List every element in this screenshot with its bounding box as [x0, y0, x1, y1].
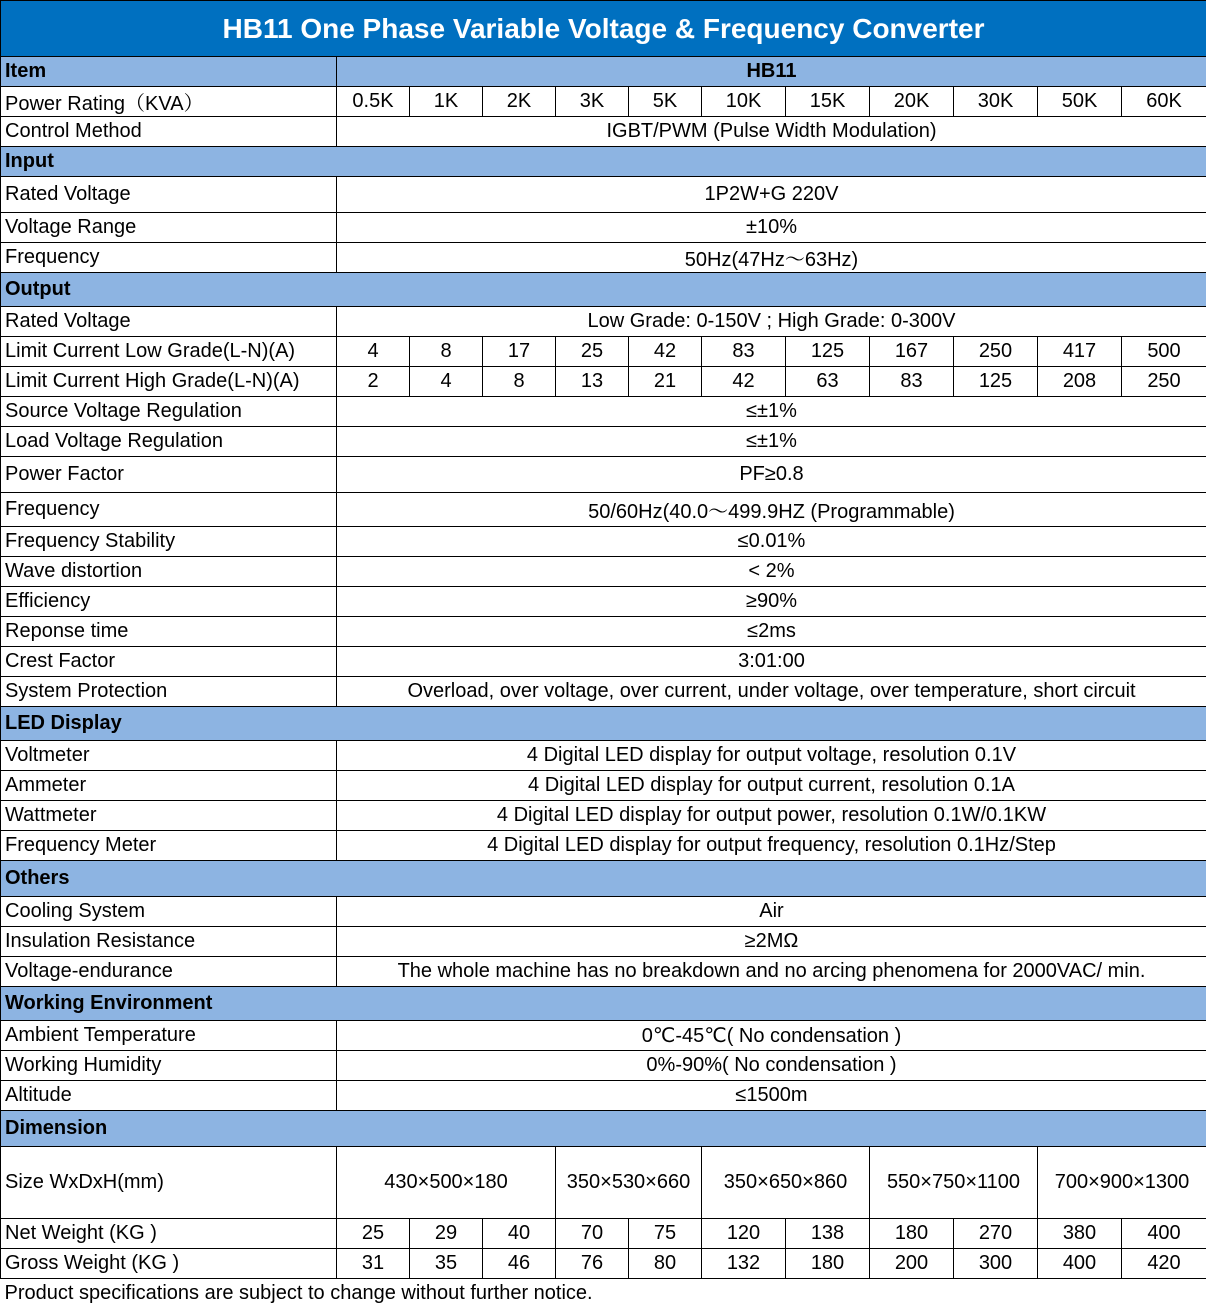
table-row: [1, 557, 1206, 587]
table-row: [1, 213, 1206, 243]
section-dimension: Dimension: [1, 1111, 1206, 1147]
row-label: Source Voltage Regulation: [1, 397, 337, 427]
row-label: Reponse time: [1, 617, 337, 647]
row-value: ≥2MΩ: [337, 927, 1206, 957]
limit-low-cell: 25: [556, 337, 629, 367]
table-row: [1, 527, 1206, 557]
row-label: Wave distortion: [1, 557, 337, 587]
section-led-display: LED Display: [1, 707, 1206, 741]
row-value: < 2%: [337, 557, 1206, 587]
table-row: [1, 1249, 1206, 1279]
row-value: ≤±1%: [337, 427, 1206, 457]
table-row: [1, 677, 1206, 707]
net-weight-cell: 40: [483, 1219, 556, 1249]
limit-low-cell: 4: [337, 337, 410, 367]
gross-weight-cell: 35: [410, 1249, 483, 1279]
row-value: The whole machine has no breakdown and no arcing phenomena for 2000VAC/ min.: [337, 957, 1206, 987]
table-row: [1, 897, 1206, 927]
limit-low-cell: 83: [702, 337, 786, 367]
row-value: ≤2ms: [337, 617, 1206, 647]
table-row: [1, 831, 1206, 861]
table-row: [1, 117, 1206, 147]
limit-low-cell: 125: [786, 337, 870, 367]
table-row: [1, 927, 1206, 957]
limit-low-cell: 17: [483, 337, 556, 367]
row-label: Working Humidity: [1, 1051, 337, 1081]
limit-low-cell: 250: [954, 337, 1038, 367]
table-row: [1, 397, 1206, 427]
table-row: [1, 1147, 1206, 1219]
net-weight-cell: 138: [786, 1219, 870, 1249]
gross-weight-cell: 180: [786, 1249, 870, 1279]
limit-low-cell: 42: [629, 337, 702, 367]
row-label: Rated Voltage: [1, 177, 337, 213]
table-row: [1, 1021, 1206, 1051]
row-label: Frequency: [1, 243, 337, 273]
table-row: [1, 587, 1206, 617]
row-label: Crest Factor: [1, 647, 337, 677]
power-rating-cell: 3K: [556, 87, 629, 117]
net-weight-cell: 270: [954, 1219, 1038, 1249]
size-cell: 550×750×1100: [870, 1147, 1038, 1219]
row-value: 0℃-45℃( No condensation ): [337, 1021, 1206, 1051]
row-label: Net Weight (KG ): [1, 1219, 337, 1249]
table-title: HB11 One Phase Variable Voltage & Frequency Converter: [1, 1, 1206, 57]
row-label: Size WxDxH(mm): [1, 1147, 337, 1219]
limit-high-cell: 208: [1038, 367, 1122, 397]
limit-high-cell: 21: [629, 367, 702, 397]
net-weight-cell: 380: [1038, 1219, 1122, 1249]
table-row: [1, 801, 1206, 831]
row-value: ≤0.01%: [337, 527, 1206, 557]
table-row: [1, 177, 1206, 213]
net-weight-cell: 400: [1122, 1219, 1206, 1249]
row-value: Low Grade: 0-150V ; High Grade: 0-300V: [337, 307, 1206, 337]
gross-weight-cell: 400: [1038, 1249, 1122, 1279]
row-label: Limit Current High Grade(L-N)(A): [1, 367, 337, 397]
row-label: Power Factor: [1, 457, 337, 493]
table-row: [1, 243, 1206, 273]
row-value: Overload, over voltage, over current, under voltage, over temperature, short circuit: [337, 677, 1206, 707]
limit-high-cell: 250: [1122, 367, 1206, 397]
gross-weight-cell: 300: [954, 1249, 1038, 1279]
section-others: Others: [1, 861, 1206, 897]
power-rating-cell: 60K: [1122, 87, 1206, 117]
row-value: PF≥0.8: [337, 457, 1206, 493]
row-value: 50Hz(47Hz～63Hz): [337, 243, 1206, 273]
power-rating-cell: 15K: [786, 87, 870, 117]
power-rating-cell: 0.5K: [337, 87, 410, 117]
table-row: [1, 457, 1206, 493]
net-weight-cell: 25: [337, 1219, 410, 1249]
limit-low-cell: 417: [1038, 337, 1122, 367]
table-row: [1, 367, 1206, 397]
net-weight-cell: 120: [702, 1219, 786, 1249]
row-label: Voltage Range: [1, 213, 337, 243]
gross-weight-cell: 76: [556, 1249, 629, 1279]
row-label: Cooling System: [1, 897, 337, 927]
row-value: 50/60Hz(40.0～499.9HZ (Programmable): [337, 493, 1206, 527]
power-rating-cell: 10K: [702, 87, 786, 117]
power-rating-cell: 1K: [410, 87, 483, 117]
row-value: Air: [337, 897, 1206, 927]
row-value: ≤±1%: [337, 397, 1206, 427]
table-row: [1, 647, 1206, 677]
gross-weight-cell: 420: [1122, 1249, 1206, 1279]
net-weight-cell: 180: [870, 1219, 954, 1249]
row-label: Frequency: [1, 493, 337, 527]
table-row: [1, 1051, 1206, 1081]
row-value: ≥90%: [337, 587, 1206, 617]
row-value: ≤1500m: [337, 1081, 1206, 1111]
power-rating-cell: 20K: [870, 87, 954, 117]
row-value: 4 Digital LED display for output current, resolution 0.1A: [337, 771, 1206, 801]
size-cell: 350×650×860: [702, 1147, 870, 1219]
table-row: [1, 1081, 1206, 1111]
section-input: Input: [1, 147, 1206, 177]
row-value: ±10%: [337, 213, 1206, 243]
table-row: [1, 617, 1206, 647]
power-rating-cell: 2K: [483, 87, 556, 117]
row-label: System Protection: [1, 677, 337, 707]
row-label: Rated Voltage: [1, 307, 337, 337]
row-label: Control Method: [1, 117, 337, 147]
limit-high-cell: 125: [954, 367, 1038, 397]
limit-high-cell: 63: [786, 367, 870, 397]
net-weight-cell: 70: [556, 1219, 629, 1249]
row-label: Frequency Meter: [1, 831, 337, 861]
table-row: [1, 741, 1206, 771]
model-header: HB11: [337, 57, 1206, 87]
gross-weight-cell: 46: [483, 1249, 556, 1279]
limit-low-cell: 167: [870, 337, 954, 367]
row-label: Altitude: [1, 1081, 337, 1111]
table-row: [1, 87, 1206, 117]
row-label: Efficiency: [1, 587, 337, 617]
row-label: Ambient Temperature: [1, 1021, 337, 1051]
row-label: Insulation Resistance: [1, 927, 337, 957]
row-label: Frequency Stability: [1, 527, 337, 557]
power-rating-cell: 30K: [954, 87, 1038, 117]
row-label: Voltmeter: [1, 741, 337, 771]
table-row: [1, 337, 1206, 367]
table-row: [1, 771, 1206, 801]
limit-high-cell: 2: [337, 367, 410, 397]
limit-high-cell: 42: [702, 367, 786, 397]
item-header: Item: [1, 57, 337, 87]
row-value: 3:01:00: [337, 647, 1206, 677]
row-label: Gross Weight (KG ): [1, 1249, 337, 1279]
limit-high-cell: 83: [870, 367, 954, 397]
table-row: [1, 427, 1206, 457]
gross-weight-cell: 80: [629, 1249, 702, 1279]
power-rating-cell: 50K: [1038, 87, 1122, 117]
row-label: Load Voltage Regulation: [1, 427, 337, 457]
row-value: 4 Digital LED display for output voltage, resolution 0.1V: [337, 741, 1206, 771]
section-working-environment: Working Environment: [1, 987, 1206, 1021]
row-value: 4 Digital LED display for output frequency, resolution 0.1Hz/Step: [337, 831, 1206, 861]
row-value: 4 Digital LED display for output power, resolution 0.1W/0.1KW: [337, 801, 1206, 831]
size-cell: 350×530×660: [556, 1147, 702, 1219]
power-rating-cell: 5K: [629, 87, 702, 117]
row-label: Limit Current Low Grade(L-N)(A): [1, 337, 337, 367]
limit-low-cell: 8: [410, 337, 483, 367]
section-output: Output: [1, 273, 1206, 307]
row-value: 0%-90%( No condensation ): [337, 1051, 1206, 1081]
gross-weight-cell: 200: [870, 1249, 954, 1279]
gross-weight-cell: 31: [337, 1249, 410, 1279]
table-row: [1, 1219, 1206, 1249]
row-value: IGBT/PWM (Pulse Width Modulation): [337, 117, 1206, 147]
table-row: [1, 307, 1206, 337]
net-weight-cell: 75: [629, 1219, 702, 1249]
row-value: 1P2W+G 220V: [337, 177, 1206, 213]
table-row: [1, 957, 1206, 987]
limit-high-cell: 13: [556, 367, 629, 397]
row-label: Power Rating（KVA）: [1, 87, 337, 117]
gross-weight-cell: 132: [702, 1249, 786, 1279]
row-label: Ammeter: [1, 771, 337, 801]
size-cell: 700×900×1300: [1038, 1147, 1206, 1219]
limit-high-cell: 8: [483, 367, 556, 397]
footnote: Product specifications are subject to change without further notice.: [4, 1281, 593, 1304]
size-cell: 430×500×180: [337, 1147, 556, 1219]
limit-low-cell: 500: [1122, 337, 1206, 367]
table-row: [1, 493, 1206, 527]
limit-high-cell: 4: [410, 367, 483, 397]
net-weight-cell: 29: [410, 1219, 483, 1249]
row-label: Wattmeter: [1, 801, 337, 831]
row-label: Voltage-endurance: [1, 957, 337, 987]
